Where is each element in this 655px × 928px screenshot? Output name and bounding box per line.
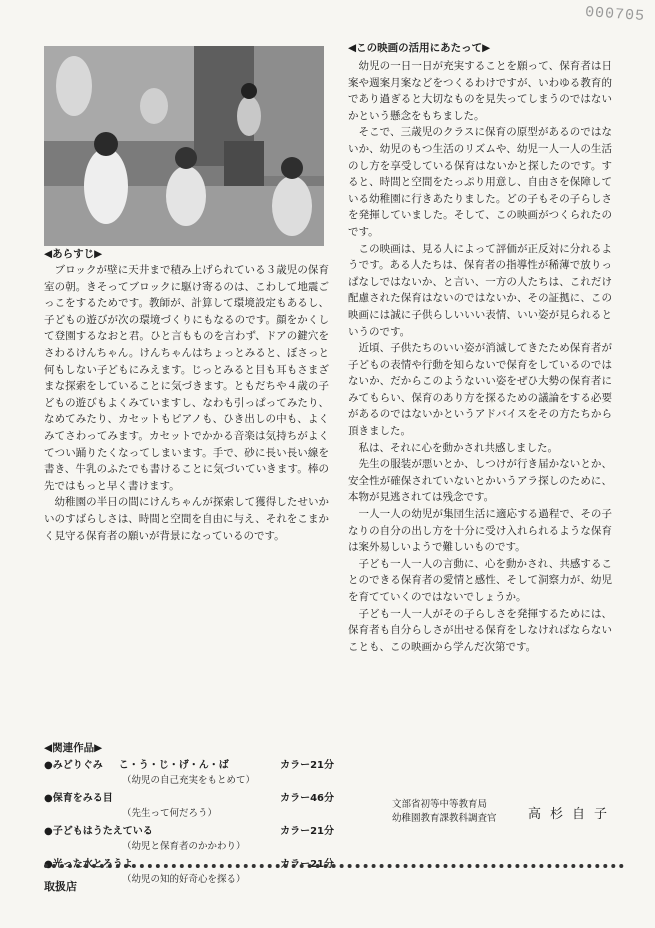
author-affiliation-line: 文部省初等中等教育局 (392, 799, 488, 810)
related-work-spec: カラー21分 (280, 826, 334, 837)
usage-paragraph: そこで、三歳児のクラスに保育の原型があるのではないか、幼児のもつ生活のリズムや、幼児一人一人の生活のし方を享受している保育はないかと探したのです。すると、時間と空間をたっぷり用意し、自由さを保障している幼稚園に行きあたりました。どの子もその子らしさを発揮していました。そして、この映画がつくられたのです。 (348, 126, 612, 238)
related-work-title: ●子どもはうたえている (44, 826, 153, 837)
author-name: 高杉自子 (528, 807, 617, 822)
related-heading: ◀関連作品▶ (44, 742, 103, 754)
related-work-item (44, 822, 334, 838)
usage-paragraph: 一人一人の幼児が集団生活に適応する過程で、その子なりの自分の出し方を十分に受け入れられるような保育は案外易しいようで難しいものです。 (348, 508, 612, 554)
usage-paragraph: 私は、それに心を動かされ共感しました。 (358, 441, 558, 454)
synopsis-paragraph: 幼稚園の半日の間にけんちゃんが探索して獲得したせいかいのすばらしさは、時間と空間を自由に与え、それをこまかく見守る保育者の願いが背景になっているのです。 (44, 496, 329, 542)
related-work-spec: カラー46分 (280, 793, 334, 804)
archive-stamp: 000705 (584, 3, 646, 26)
related-work-title: ●保育をみる目 (44, 793, 113, 804)
usage-paragraph: 先生の服装が悪いとか、しつけが行き届かないとか、安全性が確保されていないとかいうアラ探しのために、本物が見逃されては残念です。 (348, 458, 612, 504)
synopsis-body (44, 262, 329, 544)
dealer-label: 取扱店 (44, 880, 77, 893)
usage-paragraph: 子ども一人一人がその子らしさを発揮するためには、保育者も自分らしさが出せる保育をしなければならないことも、この映画から学んだ次第です。 (348, 607, 612, 653)
related-work-subtitle: こ・う・じ・げ・ん・ば (118, 760, 229, 771)
related-work-spec: カラー21分 (280, 859, 334, 870)
related-work-item (44, 789, 334, 805)
classroom-photo (44, 46, 324, 246)
footer-divider (44, 864, 624, 868)
usage-paragraph: 幼児の一日一日が充実することを願って、保育者は日案や週案月案などをつくるわけですが、いわゆる教育的であり過ぎると大切なものを見失ってしまうのではないかという懸念をもちました。 (348, 60, 612, 122)
usage-paragraph: 近頃、子供たちのいい姿が消滅してきたため保育者が子どもの表情や行動を知らないで保育をしているのではないか、だからこのようないい姿をぜひ大勢の保育者にみてもらい、保育のあり方を探るための議論をする必要があるのではないかというアドバイスをその方たちから頂きました。 (348, 342, 612, 438)
usage-paragraph: この映画は、見る人によって評価が正反対に分れるようです。ある人たちは、保育者の指導性が稀薄で放りっぱなしではないか、と言い、一方の人たちは、これだけ配慮された保育はないのではないか、その証拠に、この映画には誠に子供らしいいい表情、いい姿が見られるというのです。 (348, 242, 612, 338)
usage-heading: ◀この映画の活用にあたって▶ (348, 42, 491, 54)
usage-body (348, 58, 612, 655)
related-work-note: （幼児の知的好奇心を探る） (122, 874, 246, 885)
related-work-note: （幼児の自己充実をもとめて） (122, 775, 256, 786)
related-work-spec: カラー21分 (280, 760, 334, 771)
related-work-note: （幼児と保育者のかかわり） (122, 841, 246, 852)
usage-paragraph: 子ども一人一人の言動に、心を動かされ、共感することのできる保育者の愛情と感性、そして洞察力が、幼児を育てていくのではないでしょうか。 (348, 557, 612, 603)
related-works-list (44, 756, 334, 888)
author-affiliation (392, 798, 497, 826)
related-work-title: ●光った水とろうよ (44, 859, 133, 870)
synopsis-heading: ◀あらすじ▶ (44, 248, 103, 260)
related-work-note: （先生って何だろう） (122, 808, 218, 819)
author-affiliation-line: 幼稚園教育課教科調査官 (392, 813, 497, 824)
related-work-item (44, 855, 334, 871)
synopsis-paragraph: ブロックが壁に天井まで積み上げられている３歳児の保育室の朝。きそってブロックに駆け寄るのは、こわして地震ごっこをするためです。教師が、計算して環境設定もあるし、子どもの遊びが次の環境づくりにもなるのです。顔をかくして登園するなおと君。ひと言もものを言わず、ドアの鍵穴をさわるけんちゃん。けんちゃんはちょっとみると、ぼさっと何もしない子どもにみえます。じっとみると目も耳もさまざまな探索をしていることに気づきます。ともだちや４歳の子どもの遊びもよくみていますし、なわも引っぱってみたり、なめてみたり、カセットもピアノも、ひき出しの中も、よくみてさわってみます。カセットでかかる音楽は気持ちがよくてつい踊りたくなってしまいます。手で、砂に長い長い線を書き、牛乳のふたでも書けることに気づいていきます。棒の先ではもっと早く書けます。 (44, 264, 329, 492)
related-work-title: ●みどりぐみ (44, 760, 103, 771)
related-work-item (44, 756, 334, 772)
